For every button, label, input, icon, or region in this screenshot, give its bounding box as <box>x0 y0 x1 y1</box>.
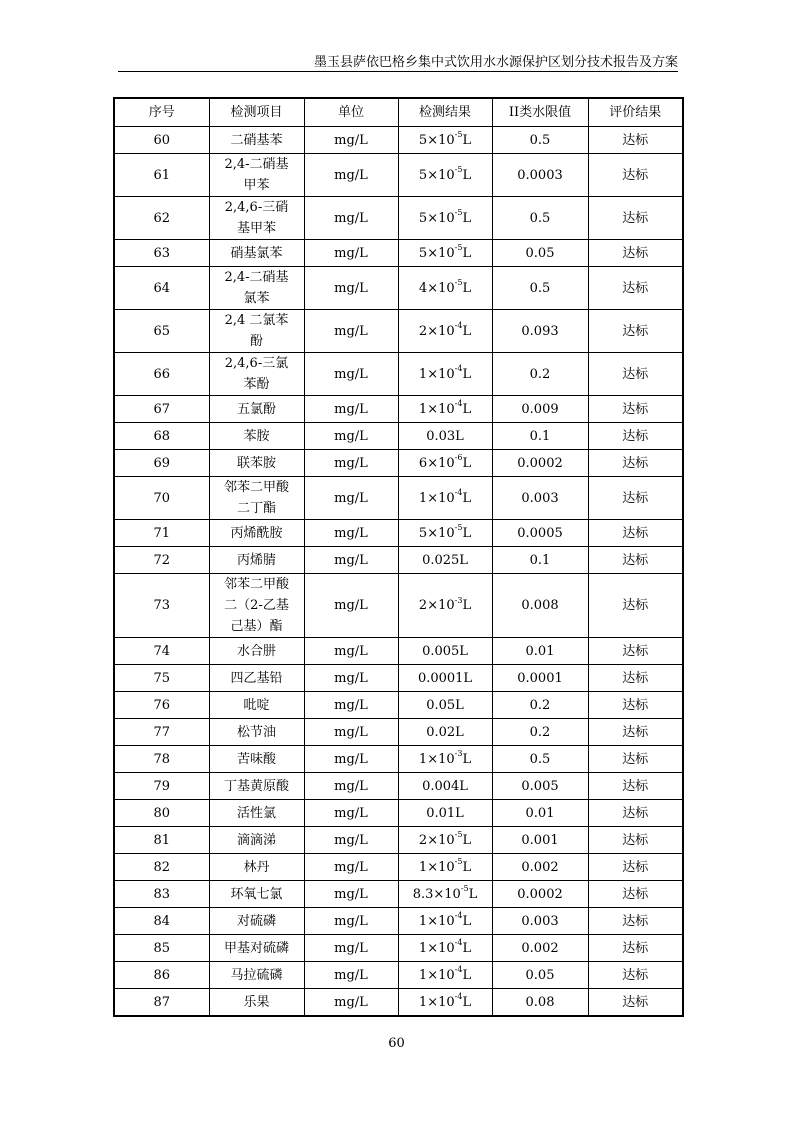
result-suffix: L <box>462 490 472 506</box>
row-number: 64 <box>114 267 209 310</box>
result-exponent: -4 <box>454 938 463 948</box>
row-evaluation: 达标 <box>588 197 683 240</box>
row-limit: 0.0001 <box>492 665 588 692</box>
row-result <box>398 908 492 935</box>
result-coefficient: 1×10 <box>418 490 455 506</box>
water-quality-table <box>113 97 684 1017</box>
row-limit: 0.5 <box>492 267 588 310</box>
row-limit: 0.002 <box>492 935 588 962</box>
result-exponent: -5 <box>454 165 463 175</box>
row-unit: mg/L <box>304 127 398 154</box>
row-limit: 0.003 <box>492 477 588 520</box>
column-header-unit: 单位 <box>304 98 398 127</box>
row-limit: 0.5 <box>492 197 588 240</box>
result-coefficient: 4×10 <box>418 280 455 296</box>
row-result <box>398 396 492 423</box>
result-exponent: -4 <box>454 911 463 921</box>
result-coefficient: 5×10 <box>418 245 455 261</box>
row-limit: 0.01 <box>492 800 588 827</box>
row-result <box>398 827 492 854</box>
result-coefficient: 0.0001L <box>417 670 473 686</box>
row-result <box>398 638 492 665</box>
row-limit: 0.001 <box>492 827 588 854</box>
row-number: 85 <box>114 935 209 962</box>
row-unit: mg/L <box>304 665 398 692</box>
result-coefficient: 0.02L <box>426 724 464 740</box>
row-evaluation: 达标 <box>588 267 683 310</box>
result-suffix: L <box>462 323 472 339</box>
result-exponent: -4 <box>454 992 463 1002</box>
row-limit: 0.0002 <box>492 450 588 477</box>
result-suffix: L <box>462 832 472 848</box>
row-item: 四乙基铅 <box>209 665 304 692</box>
row-number: 79 <box>114 773 209 800</box>
row-evaluation: 达标 <box>588 746 683 773</box>
row-result <box>398 989 492 1017</box>
row-number: 81 <box>114 827 209 854</box>
result-exponent: -5 <box>454 130 463 140</box>
row-evaluation: 达标 <box>588 310 683 353</box>
result-coefficient: 0.025L <box>422 552 468 568</box>
row-result <box>398 800 492 827</box>
result-suffix: L <box>462 167 472 183</box>
row-unit: mg/L <box>304 520 398 547</box>
result-coefficient: 1×10 <box>418 366 455 382</box>
table-row <box>114 800 683 827</box>
row-number: 76 <box>114 692 209 719</box>
table-row <box>114 477 683 520</box>
result-coefficient: 0.004L <box>422 778 468 794</box>
row-unit: mg/L <box>304 719 398 746</box>
column-header-item: 检测项目 <box>209 98 304 127</box>
table-row <box>114 692 683 719</box>
result-exponent: -5 <box>454 830 463 840</box>
row-number: 61 <box>114 154 209 197</box>
row-limit: 0.2 <box>492 692 588 719</box>
row-unit: mg/L <box>304 574 398 638</box>
result-suffix: L <box>462 455 472 471</box>
row-limit: 0.0002 <box>492 881 588 908</box>
result-exponent: -4 <box>454 364 463 374</box>
row-limit: 0.093 <box>492 310 588 353</box>
row-evaluation: 达标 <box>588 547 683 574</box>
table-row <box>114 197 683 240</box>
row-unit: mg/L <box>304 881 398 908</box>
row-evaluation: 达标 <box>588 935 683 962</box>
table-row <box>114 854 683 881</box>
row-number: 66 <box>114 353 209 396</box>
row-limit: 0.2 <box>492 353 588 396</box>
result-coefficient: 6×10 <box>418 455 455 471</box>
row-unit: mg/L <box>304 396 398 423</box>
row-result <box>398 746 492 773</box>
table-row <box>114 935 683 962</box>
row-unit: mg/L <box>304 310 398 353</box>
result-exponent: -3 <box>454 595 463 605</box>
result-coefficient: 1×10 <box>418 913 455 929</box>
table-row <box>114 154 683 197</box>
row-result <box>398 127 492 154</box>
result-exponent: -4 <box>454 965 463 975</box>
result-suffix: L <box>462 994 472 1010</box>
row-limit: 0.08 <box>492 989 588 1017</box>
row-result <box>398 719 492 746</box>
row-result <box>398 423 492 450</box>
row-number: 65 <box>114 310 209 353</box>
row-limit: 0.05 <box>492 962 588 989</box>
row-limit: 0.0003 <box>492 154 588 197</box>
table-row <box>114 574 683 638</box>
row-number: 80 <box>114 800 209 827</box>
result-coefficient: 5×10 <box>418 525 455 541</box>
row-number: 72 <box>114 547 209 574</box>
result-coefficient: 0.01L <box>426 805 464 821</box>
result-coefficient: 1×10 <box>418 967 455 983</box>
table-row <box>114 719 683 746</box>
result-suffix: L <box>462 280 472 296</box>
row-item: 丁基黄原酸 <box>209 773 304 800</box>
result-suffix: L <box>462 967 472 983</box>
row-item: 松节油 <box>209 719 304 746</box>
table-row <box>114 353 683 396</box>
column-header-limit: II类水限值 <box>492 98 588 127</box>
row-limit: 0.5 <box>492 746 588 773</box>
result-exponent: -5 <box>454 857 463 867</box>
row-limit: 0.05 <box>492 240 588 267</box>
row-item: 2,4 二氯苯酚 <box>209 310 304 353</box>
row-evaluation: 达标 <box>588 396 683 423</box>
row-limit: 0.01 <box>492 638 588 665</box>
row-result <box>398 574 492 638</box>
row-limit: 0.1 <box>492 547 588 574</box>
row-item: 水合肼 <box>209 638 304 665</box>
result-coefficient: 2×10 <box>418 323 455 339</box>
result-suffix: L <box>462 245 472 261</box>
row-evaluation: 达标 <box>588 574 683 638</box>
row-item: 硝基氯苯 <box>209 240 304 267</box>
row-unit: mg/L <box>304 638 398 665</box>
row-item: 2,4-二硝基氯苯 <box>209 267 304 310</box>
row-item: 活性氯 <box>209 800 304 827</box>
table-row <box>114 547 683 574</box>
row-unit: mg/L <box>304 854 398 881</box>
row-evaluation: 达标 <box>588 240 683 267</box>
column-header-evaluation: 评价结果 <box>588 98 683 127</box>
table-row <box>114 665 683 692</box>
row-result <box>398 547 492 574</box>
row-item: 2,4,6-三氯苯酚 <box>209 353 304 396</box>
result-coefficient: 1×10 <box>418 994 455 1010</box>
row-limit: 0.002 <box>492 854 588 881</box>
row-result <box>398 935 492 962</box>
table-row <box>114 989 683 1017</box>
row-number: 69 <box>114 450 209 477</box>
table-row <box>114 396 683 423</box>
row-result <box>398 353 492 396</box>
row-evaluation: 达标 <box>588 692 683 719</box>
row-evaluation: 达标 <box>588 423 683 450</box>
row-result <box>398 154 492 197</box>
table-row <box>114 520 683 547</box>
row-limit: 0.0005 <box>492 520 588 547</box>
row-unit: mg/L <box>304 154 398 197</box>
row-number: 68 <box>114 423 209 450</box>
result-coefficient: 0.03L <box>426 428 464 444</box>
row-item: 丙烯酰胺 <box>209 520 304 547</box>
row-unit: mg/L <box>304 800 398 827</box>
table-row <box>114 962 683 989</box>
result-suffix: L <box>462 366 472 382</box>
row-unit: mg/L <box>304 240 398 267</box>
row-evaluation: 达标 <box>588 881 683 908</box>
row-evaluation: 达标 <box>588 719 683 746</box>
row-evaluation: 达标 <box>588 520 683 547</box>
result-exponent: -5 <box>454 523 463 533</box>
row-number: 70 <box>114 477 209 520</box>
table-body <box>114 127 683 1017</box>
table-row <box>114 450 683 477</box>
row-unit: mg/L <box>304 423 398 450</box>
row-item: 吡啶 <box>209 692 304 719</box>
row-evaluation: 达标 <box>588 154 683 197</box>
table-row <box>114 267 683 310</box>
row-item: 二硝基苯 <box>209 127 304 154</box>
result-coefficient: 1×10 <box>418 859 455 875</box>
row-item: 甲基对硫磷 <box>209 935 304 962</box>
row-result <box>398 197 492 240</box>
row-item: 2,4,6-三硝基甲苯 <box>209 197 304 240</box>
table-row <box>114 908 683 935</box>
row-result <box>398 267 492 310</box>
row-number: 84 <box>114 908 209 935</box>
result-exponent: -5 <box>454 278 463 288</box>
row-unit: mg/L <box>304 267 398 310</box>
row-item: 苦味酸 <box>209 746 304 773</box>
result-suffix: L <box>468 886 478 902</box>
result-exponent: -4 <box>454 321 463 331</box>
row-result <box>398 310 492 353</box>
row-number: 73 <box>114 574 209 638</box>
table-row <box>114 638 683 665</box>
row-limit: 0.008 <box>492 574 588 638</box>
row-item: 滴滴涕 <box>209 827 304 854</box>
row-evaluation: 达标 <box>588 353 683 396</box>
row-evaluation: 达标 <box>588 962 683 989</box>
row-item: 联苯胺 <box>209 450 304 477</box>
row-number: 62 <box>114 197 209 240</box>
row-item: 对硫磷 <box>209 908 304 935</box>
result-suffix: L <box>462 598 472 613</box>
row-evaluation: 达标 <box>588 827 683 854</box>
result-suffix: L <box>462 940 472 956</box>
result-coefficient: 0.005L <box>422 643 468 659</box>
table-row <box>114 423 683 450</box>
result-coefficient: 5×10 <box>418 167 455 183</box>
table-row <box>114 127 683 154</box>
result-coefficient: 8.3×10 <box>412 886 461 902</box>
row-limit: 0.005 <box>492 773 588 800</box>
row-result <box>398 692 492 719</box>
row-unit: mg/L <box>304 773 398 800</box>
table-row <box>114 773 683 800</box>
row-unit: mg/L <box>304 746 398 773</box>
row-number: 86 <box>114 962 209 989</box>
row-item: 苯胺 <box>209 423 304 450</box>
row-unit: mg/L <box>304 935 398 962</box>
table-row <box>114 310 683 353</box>
result-coefficient: 2×10 <box>418 598 455 613</box>
row-unit: mg/L <box>304 547 398 574</box>
row-unit: mg/L <box>304 353 398 396</box>
result-coefficient: 2×10 <box>418 832 455 848</box>
result-exponent: -5 <box>454 208 463 218</box>
row-number: 78 <box>114 746 209 773</box>
table-row <box>114 746 683 773</box>
row-number: 60 <box>114 127 209 154</box>
row-result <box>398 665 492 692</box>
row-evaluation: 达标 <box>588 908 683 935</box>
row-evaluation: 达标 <box>588 989 683 1017</box>
result-suffix: L <box>462 913 472 929</box>
row-item: 林丹 <box>209 854 304 881</box>
result-exponent: -3 <box>454 749 463 759</box>
column-header-no: 序号 <box>114 98 209 127</box>
row-limit: 0.2 <box>492 719 588 746</box>
result-suffix: L <box>462 132 472 148</box>
column-header-result: 检测结果 <box>398 98 492 127</box>
table-row <box>114 240 683 267</box>
row-evaluation: 达标 <box>588 665 683 692</box>
header-rule <box>118 71 678 72</box>
row-number: 87 <box>114 989 209 1017</box>
row-item: 邻苯二甲酸二丁酯 <box>209 477 304 520</box>
row-limit: 0.003 <box>492 908 588 935</box>
row-unit: mg/L <box>304 827 398 854</box>
row-unit: mg/L <box>304 197 398 240</box>
result-coefficient: 0.05L <box>426 697 464 713</box>
result-exponent: -4 <box>454 488 463 498</box>
result-exponent: -5 <box>454 243 463 253</box>
row-limit: 0.009 <box>492 396 588 423</box>
row-unit: mg/L <box>304 477 398 520</box>
row-item: 丙烯腈 <box>209 547 304 574</box>
row-number: 82 <box>114 854 209 881</box>
row-number: 71 <box>114 520 209 547</box>
row-result <box>398 773 492 800</box>
result-exponent: -4 <box>454 399 463 409</box>
row-limit: 0.5 <box>492 127 588 154</box>
row-evaluation: 达标 <box>588 477 683 520</box>
page-number: 60 <box>388 1036 405 1051</box>
row-item: 环氧七氯 <box>209 881 304 908</box>
result-suffix: L <box>462 210 472 226</box>
row-limit: 0.1 <box>492 423 588 450</box>
result-suffix: L <box>462 401 472 417</box>
result-coefficient: 5×10 <box>418 210 455 226</box>
row-unit: mg/L <box>304 692 398 719</box>
row-item: 乐果 <box>209 989 304 1017</box>
row-evaluation: 达标 <box>588 854 683 881</box>
row-result <box>398 477 492 520</box>
row-number: 67 <box>114 396 209 423</box>
result-suffix: L <box>462 859 472 875</box>
row-unit: mg/L <box>304 908 398 935</box>
row-number: 75 <box>114 665 209 692</box>
row-result <box>398 520 492 547</box>
page-header-title: 墨玉县萨依巴格乡集中式饮用水水源保护区划分技术报告及方案 <box>313 55 678 70</box>
table-header-row <box>114 98 683 127</box>
row-unit: mg/L <box>304 450 398 477</box>
row-evaluation: 达标 <box>588 638 683 665</box>
row-number: 83 <box>114 881 209 908</box>
result-coefficient: 1×10 <box>418 940 455 956</box>
result-coefficient: 1×10 <box>418 751 455 767</box>
row-result <box>398 854 492 881</box>
result-suffix: L <box>462 525 472 541</box>
row-evaluation: 达标 <box>588 127 683 154</box>
row-item: 五氯酚 <box>209 396 304 423</box>
row-number: 74 <box>114 638 209 665</box>
row-item: 2,4-二硝基甲苯 <box>209 154 304 197</box>
row-item: 邻苯二甲酸二（2-乙基己基）酯 <box>209 574 304 638</box>
result-exponent: -5 <box>460 884 469 894</box>
row-number: 77 <box>114 719 209 746</box>
result-suffix: L <box>462 751 472 767</box>
row-unit: mg/L <box>304 962 398 989</box>
result-exponent: -6 <box>454 453 463 463</box>
row-number: 63 <box>114 240 209 267</box>
row-result <box>398 450 492 477</box>
result-coefficient: 1×10 <box>418 401 455 417</box>
row-result <box>398 881 492 908</box>
row-evaluation: 达标 <box>588 450 683 477</box>
table-row <box>114 827 683 854</box>
row-evaluation: 达标 <box>588 773 683 800</box>
row-item: 马拉硫磷 <box>209 962 304 989</box>
table-row <box>114 881 683 908</box>
row-evaluation: 达标 <box>588 800 683 827</box>
result-coefficient: 5×10 <box>418 132 455 148</box>
row-result <box>398 240 492 267</box>
row-unit: mg/L <box>304 989 398 1017</box>
row-result <box>398 962 492 989</box>
